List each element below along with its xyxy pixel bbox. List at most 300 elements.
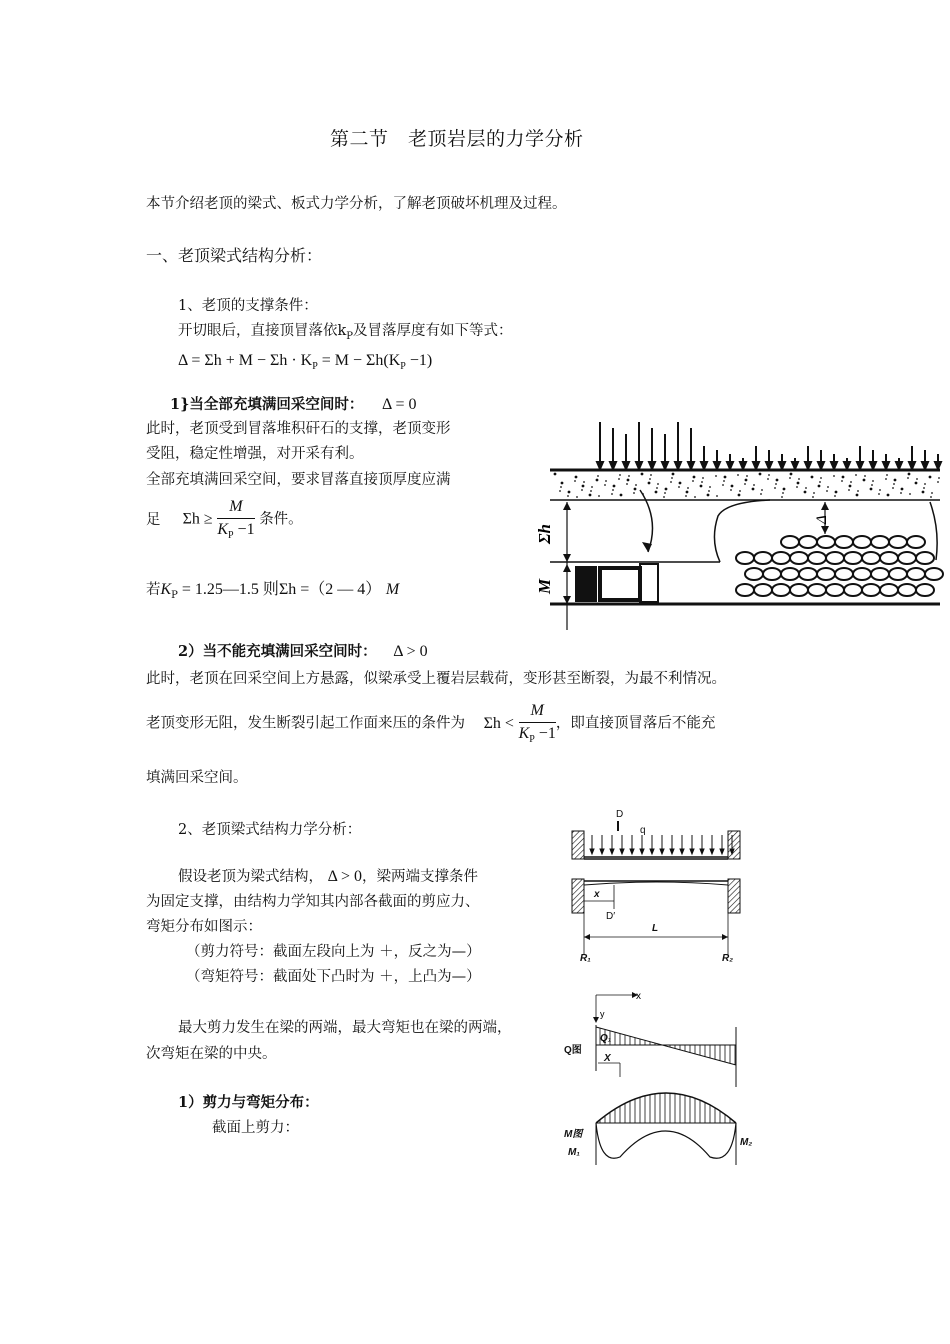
rock — [808, 552, 826, 564]
strata-dot — [856, 494, 859, 497]
strata-dot — [559, 490, 561, 492]
strata-dot — [672, 473, 675, 476]
page-title: 第二节 老顶岩层的力学分析 — [330, 128, 584, 150]
strata-dot — [656, 487, 658, 489]
support-line-text: 开切眼后，直接顶冒落依 — [178, 323, 338, 339]
fig2-M2: M₂ — [740, 1137, 753, 1148]
load-arrow-head — [675, 462, 681, 469]
strata-dot — [650, 474, 652, 476]
coal-pillar-left — [575, 566, 597, 602]
sub2-p3: 弯矩分布如图示： — [146, 919, 262, 935]
fig1-sum-h: Σh — [535, 524, 554, 544]
load-arrow-head — [896, 462, 902, 469]
strata-dot — [708, 490, 710, 492]
eq-sub-1: P — [312, 361, 318, 373]
strata-dot — [760, 493, 762, 495]
strata-dot — [849, 485, 852, 488]
strata-dot — [872, 480, 874, 482]
q-arrow-head — [640, 849, 644, 854]
load-arrow-head — [779, 462, 785, 469]
frac2-den-k: K — [518, 725, 530, 742]
strata-dot — [576, 496, 578, 498]
case2-text2-tail: ，即直接顶冒落后不能充 — [555, 715, 716, 732]
rock — [763, 568, 781, 580]
strata-dot — [752, 488, 755, 491]
rock — [790, 584, 808, 596]
eq-sub-2: P — [400, 361, 406, 373]
case2-cond: Δ > 0 — [393, 643, 428, 660]
strata-dot — [670, 481, 672, 483]
strata-dot — [819, 481, 821, 483]
load-arrow-head — [597, 462, 603, 469]
strata-dot — [628, 475, 630, 477]
strata-dot — [715, 475, 717, 477]
sub2-p1 — [178, 865, 478, 886]
ruo-label: 若 — [146, 582, 161, 598]
load-arrow-head — [610, 462, 616, 469]
strata-dot — [700, 485, 703, 488]
rock — [745, 568, 763, 580]
strata-dot — [871, 484, 873, 486]
subsection-heading-1: 1、老顶的支撑条件： — [178, 298, 318, 314]
strata-dot — [730, 489, 732, 491]
strata-dot — [568, 491, 571, 494]
case1-text1: 此时，老顶受到冒落堆积矸石的支撑，老顶变形 — [146, 421, 451, 437]
strata-dot — [892, 487, 894, 489]
sub2-item1-label: 1）剪力与弯矩分布： — [178, 1094, 319, 1111]
case2-ineq-left: Σh < — [483, 714, 514, 732]
case2-label: 2）当不能充填满回采空间时： — [178, 643, 377, 660]
strata-dot — [597, 475, 599, 477]
strata-dot — [679, 482, 682, 485]
strata-dot — [612, 489, 614, 491]
sub2-item1a: 截面上剪力： — [212, 1120, 299, 1136]
section-heading: 一、老顶梁式结构分析： — [146, 246, 323, 265]
load-arrow-head — [688, 462, 694, 469]
strata-dot — [575, 476, 578, 479]
case1-label-line — [170, 393, 416, 414]
strata-dot — [554, 473, 557, 476]
rock — [799, 536, 817, 548]
strata-dot — [581, 489, 583, 491]
ineq-tail: 条件。 — [259, 511, 303, 528]
strata-dot — [842, 476, 845, 479]
strata-dot — [781, 496, 783, 498]
load-arrows — [597, 422, 941, 469]
strata-dot — [665, 488, 668, 491]
sub2-p6: 最大剪力发生在梁的两端，最大弯矩也在梁的两端， — [178, 1020, 512, 1036]
strata-dot — [687, 487, 689, 489]
strata-dot — [694, 496, 696, 498]
strata-dot — [885, 478, 887, 480]
strata-dot — [776, 479, 779, 482]
q-arrow-head — [630, 849, 634, 854]
strata-dot — [620, 494, 623, 497]
strata-dot — [879, 489, 881, 491]
strata-dot — [893, 483, 895, 485]
sub2-p4: （剪力符号：截面左段向上为 ＋，反之为—） — [186, 944, 481, 960]
q-arrow-head — [710, 849, 714, 854]
strata-dot — [648, 482, 651, 485]
case2-label-line — [178, 640, 428, 661]
strata-dot — [783, 488, 786, 491]
strata-dot — [864, 475, 866, 477]
q-arrow-head — [650, 849, 654, 854]
fig2-M1: M₁ — [568, 1147, 580, 1158]
rock — [880, 584, 898, 596]
rock — [781, 536, 799, 548]
strata-dot — [739, 490, 741, 492]
case2-text3: 填满回采空间。 — [146, 770, 248, 786]
load-arrow-head — [753, 462, 759, 469]
strata-dot — [855, 474, 857, 476]
rock — [916, 584, 934, 596]
case2-text2: 老顶变形无阻，发生断裂引起工作面来压的条件为 — [146, 715, 465, 732]
strata-dot — [561, 482, 564, 485]
strata-dot — [820, 477, 822, 479]
kp-sub: P — [171, 589, 178, 601]
strata-dot — [774, 487, 776, 489]
sub2-p2: 为固定支撑，由结构力学知其内部各截面的剪应力、 — [146, 894, 480, 910]
frac2-den — [519, 723, 556, 745]
load-arrow-head — [831, 462, 837, 469]
strata-dot — [835, 491, 838, 494]
load-arrow-head — [623, 462, 629, 469]
rock — [862, 584, 880, 596]
strata-dot — [909, 493, 911, 495]
fig2-axis-y: y — [600, 1009, 605, 1019]
uniform-load-arrows — [590, 835, 734, 854]
eq-part-2: = M − Σh(K — [317, 352, 401, 369]
strata-dot — [797, 482, 800, 485]
frac2-den-tail: −1 — [534, 725, 556, 742]
strata-dot — [685, 495, 687, 497]
strata-dot — [805, 487, 807, 489]
strata-dot — [746, 475, 748, 477]
strata-dot — [633, 492, 635, 494]
fig2-D: D — [616, 809, 624, 820]
strata-dot — [716, 495, 718, 497]
fig2-q: q — [640, 825, 646, 836]
strata-dot — [655, 491, 658, 494]
strata-dot — [759, 473, 762, 476]
strata-dot — [767, 478, 769, 480]
kp-symbol: K — [160, 581, 172, 598]
rock — [907, 568, 925, 580]
load-arrow-head — [818, 462, 824, 469]
strata-dot — [827, 486, 829, 488]
eq-part-1: Δ = Σh + M − Σh · K — [178, 352, 313, 369]
strata-dot — [833, 475, 835, 477]
strata-dot — [878, 493, 880, 495]
strata-dot — [686, 491, 689, 494]
strata-dot — [611, 493, 613, 495]
strata-dot — [930, 496, 932, 498]
strata-dot — [649, 478, 651, 480]
M-symbol: M — [385, 581, 400, 598]
strata-dot — [923, 487, 925, 489]
frac-den-tail: −1 — [233, 521, 255, 538]
subsection-heading-2: 2、老顶梁式结构力学分析： — [178, 822, 362, 838]
frac-den-sub: P — [227, 530, 234, 542]
strata-dot — [813, 492, 815, 494]
frac-num: M — [217, 498, 254, 519]
strata-dot — [916, 478, 918, 480]
frac2-den-sub: P — [529, 734, 535, 746]
strata-dot — [709, 486, 711, 488]
intro-paragraph: 本节介绍老顶的梁式、板式力学分析，了解老顶破坏机理及过程。 — [146, 196, 567, 212]
rock — [853, 568, 871, 580]
load-arrow-head — [766, 462, 772, 469]
load-arrow-head — [805, 462, 811, 469]
rock — [826, 552, 844, 564]
strata-dot — [922, 491, 925, 494]
sub2-item1 — [178, 1091, 319, 1112]
strata-dot — [886, 474, 888, 476]
frac2-num: M — [519, 702, 556, 723]
load-arrow-head — [857, 462, 863, 469]
strata-dot — [798, 478, 800, 480]
sub2-p7: 次弯矩在梁的中央。 — [146, 1046, 277, 1062]
strata-dot — [702, 477, 704, 479]
strata-dot — [663, 496, 665, 498]
rock — [826, 584, 844, 596]
frac-den — [217, 519, 254, 541]
strata-dot — [701, 481, 703, 483]
sub2-p1b: ，梁两端支撑条件 — [362, 869, 479, 885]
strata-dot — [938, 477, 940, 479]
load-arrow-head — [909, 462, 915, 469]
rock — [799, 568, 817, 580]
strata-dot — [915, 482, 918, 485]
sum-h-range: Σh =（2 — 4） — [278, 581, 382, 598]
fig2-axis-x: x — [636, 991, 641, 1002]
strata-dot — [567, 495, 569, 497]
strata-dot — [812, 496, 814, 498]
load-arrow-head — [922, 462, 928, 469]
strata-dot — [826, 490, 828, 492]
strata-dot — [744, 483, 746, 485]
load-arrow-head — [740, 462, 746, 469]
goaf-section-figure — [535, 440, 940, 630]
rock — [736, 552, 754, 564]
sub2-p1cond: Δ > 0 — [327, 868, 363, 885]
strata-dot — [908, 473, 911, 476]
rock — [844, 584, 862, 596]
strata-dot — [768, 474, 770, 476]
strata-dot — [693, 476, 696, 479]
strata-dot — [634, 488, 637, 491]
sub2-p5: （弯矩符号：截面处下凸时为 ＋，上凸为—） — [186, 969, 481, 985]
rock — [844, 552, 862, 564]
load-arrow-head — [935, 462, 941, 469]
strata-dot — [900, 492, 902, 494]
fig2-Q1: Q₁ — [600, 1033, 612, 1044]
caved-rock-pile — [736, 536, 943, 596]
fraction-2 — [519, 702, 556, 745]
rock — [907, 536, 925, 548]
strata-dot — [804, 491, 807, 494]
load-arrow-head — [883, 462, 889, 469]
q-arrow-head — [600, 849, 604, 854]
q-arrow-head — [670, 849, 674, 854]
strata-dot — [583, 481, 585, 483]
strata-dot — [782, 492, 784, 494]
rock — [880, 552, 898, 564]
rock — [889, 568, 907, 580]
kp-k: k — [337, 323, 347, 339]
strata-dot — [671, 477, 673, 479]
q-arrow-head — [690, 849, 694, 854]
case1-text3: 全部充填满回采空间，要求冒落直接顶厚度应满 — [146, 472, 451, 488]
rock — [871, 536, 889, 548]
strata-dot — [604, 484, 606, 486]
rock — [853, 536, 871, 548]
case1-label: 1}当全部充填满回采空间时： — [170, 396, 364, 413]
strata-dot — [657, 483, 659, 485]
strata-dot — [907, 477, 909, 479]
q-arrow-head — [700, 849, 704, 854]
q-arrow-head — [680, 849, 684, 854]
rock — [808, 584, 826, 596]
q-arrow-head — [620, 849, 624, 854]
rock — [772, 584, 790, 596]
strata-dot — [790, 473, 793, 476]
strata-dot — [619, 474, 621, 476]
strata-dot — [848, 489, 850, 491]
rock — [817, 536, 835, 548]
strata-dot — [722, 484, 724, 486]
strata-dot — [605, 480, 607, 482]
strata-dot — [692, 480, 694, 482]
beam-diagram-figure — [560, 805, 760, 1175]
strata-dot — [738, 494, 741, 497]
rock — [835, 536, 853, 548]
strata-dot — [850, 481, 852, 483]
frac-den-k: K — [217, 521, 228, 538]
rock — [781, 568, 799, 580]
rock — [754, 552, 772, 564]
load-arrow-head — [701, 462, 707, 469]
strata-dot — [937, 481, 939, 483]
q-arrow-head — [590, 849, 594, 854]
support-line-tail: 及冒落厚度有如下等式： — [353, 323, 513, 339]
strata-dot — [724, 476, 727, 479]
strata-dot — [598, 495, 600, 497]
rock — [835, 568, 853, 580]
fig1-M: M — [535, 578, 554, 594]
strata-dot — [707, 494, 710, 497]
rock — [889, 536, 907, 548]
strata-dot — [723, 480, 725, 482]
strata-dot — [596, 479, 599, 482]
rock — [772, 552, 790, 564]
kp-range-line — [146, 576, 399, 601]
strata-dot — [796, 486, 798, 488]
strata-dot — [761, 489, 763, 491]
strata-dot — [863, 479, 866, 482]
fig2-R1: R₁ — [580, 953, 591, 964]
fig2-x: x — [594, 889, 600, 900]
strata-dot — [664, 492, 666, 494]
case2-text1: 此时，老顶在回采空间上方悬露，似梁承受上覆岩层载荷，变形甚至断裂，为最不利情况。 — [146, 671, 726, 687]
strata-dot — [901, 488, 904, 491]
load-arrow-head — [792, 462, 798, 469]
eq-part-3: −1) — [405, 352, 433, 369]
case1-cond: Δ = 0 — [382, 396, 417, 413]
case1-inequality — [146, 498, 303, 541]
q-arrow-head — [720, 849, 724, 854]
strata-dot — [834, 495, 836, 497]
strata-dots — [554, 473, 940, 498]
rock — [871, 568, 889, 580]
fig2-L: L — [652, 923, 659, 934]
load-arrow-head — [714, 462, 720, 469]
fraction-1 — [217, 498, 254, 541]
sub2-p1a: 假设老顶为梁式结构， — [178, 869, 323, 885]
rock — [925, 568, 943, 580]
zu-label: 足 — [146, 511, 161, 528]
rock — [736, 584, 754, 596]
load-arrow-head — [662, 462, 668, 469]
load-arrow-head — [870, 462, 876, 469]
fig2-Dp: D′ — [606, 911, 616, 922]
q-arrow-head — [610, 849, 614, 854]
rock — [817, 568, 835, 580]
moment-hatch — [600, 1093, 735, 1123]
load-arrow-head — [636, 462, 642, 469]
strata-dot — [589, 494, 592, 497]
strata-dot — [626, 483, 628, 485]
strata-dot — [818, 485, 821, 488]
fig2-X: X — [604, 1053, 611, 1064]
ineq-left: Σh ≥ — [182, 510, 213, 528]
strata-dot — [929, 476, 932, 479]
case2-inequality-line — [146, 702, 715, 745]
strata-dot — [627, 479, 630, 482]
load-arrow-head — [844, 462, 850, 469]
kp-p: P — [346, 330, 354, 342]
strata-dot — [753, 484, 755, 486]
strata-dot — [841, 480, 843, 482]
fig2-R2: R₂ — [722, 953, 734, 964]
strata-dot — [731, 485, 734, 488]
rock — [790, 552, 808, 564]
strata-dot — [737, 474, 739, 476]
strata-dot — [635, 484, 637, 486]
strata-dot — [641, 473, 644, 476]
kp-range: = 1.25—1.5 则 — [177, 581, 279, 598]
strata-dot — [745, 479, 748, 482]
strata-dot — [894, 479, 897, 482]
rock — [898, 584, 916, 596]
q-arrow-head — [660, 849, 664, 854]
strata-dot — [857, 490, 859, 492]
support-condition-line — [178, 319, 513, 342]
rock — [898, 552, 916, 564]
strata-dot — [870, 488, 873, 491]
strata-dot — [591, 486, 593, 488]
strata-dot — [931, 492, 933, 494]
rock — [916, 552, 934, 564]
case1-text2: 受阻，稳定性增强，对开采有利。 — [146, 446, 364, 462]
strata-dot — [590, 490, 592, 492]
strata-dot — [789, 477, 791, 479]
load-arrow-head — [649, 462, 655, 469]
fig2-M-label: M图 — [564, 1129, 583, 1140]
strata-dot — [582, 485, 585, 488]
strata-dot — [574, 480, 576, 482]
